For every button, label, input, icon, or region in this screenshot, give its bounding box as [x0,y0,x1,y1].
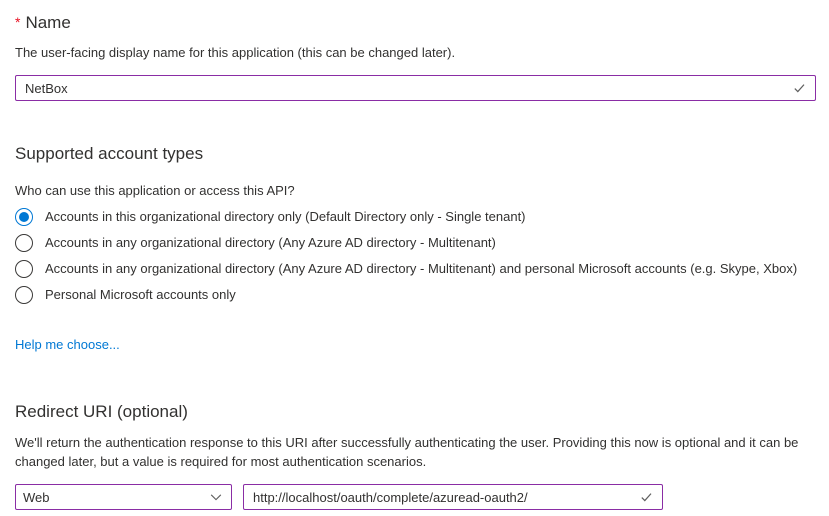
radio-option-multitenant[interactable] [15,234,816,252]
name-description: The user-facing display name for this application (this can be changed later). [15,45,456,60]
account-types-question: Who can use this application or access this API? [15,183,295,198]
radio-button-personal-only[interactable] [15,286,33,304]
help-me-choose-link[interactable]: Help me choose... [15,337,120,352]
name-section-title [15,12,816,34]
radio-label: Accounts in any organizational directory (Any Azure AD directory - Multitenant) and personal Microsoft accounts (e.g. Skype, Xbox) [45,261,798,276]
redirect-uri-description [15,433,816,471]
platform-select-wrapper [15,484,232,510]
radio-label: Accounts in any organizational directory (Any Azure AD directory - Multitenant) [45,235,496,250]
radio-button-multitenant-personal[interactable] [15,260,33,278]
radio-label: Accounts in this organizational directory only (Default Directory only - Single tenant) [45,209,526,224]
redirect-uri-title: Redirect URI (optional) [15,402,188,421]
radio-button-multitenant[interactable] [15,234,33,252]
radio-label: Personal Microsoft accounts only [45,287,236,302]
name-title-text: Name [25,13,71,32]
redirect-uri-description-line2: changed later, but a value is required for most authentication scenarios. [15,454,427,469]
required-asterisk: * [15,14,21,30]
name-input-wrapper [15,75,816,101]
redirect-uri-description-line1: We'll return the authentication response to this URI after successfully authenticating the user. Providing this now is optional and it can be [15,435,799,450]
name-input[interactable] [15,75,816,101]
radio-option-single-tenant[interactable] [15,208,816,226]
redirect-uri-input-wrapper [243,484,663,510]
supported-account-types-title: Supported account types [15,144,204,163]
radio-button-single-tenant[interactable] [15,208,33,226]
platform-select[interactable] [15,484,232,510]
radio-option-multitenant-personal[interactable] [15,260,816,278]
redirect-uri-controls [15,484,816,510]
radio-option-personal-only[interactable] [15,286,816,304]
redirect-uri-input[interactable] [243,484,663,510]
account-types-radio-group [15,208,816,304]
